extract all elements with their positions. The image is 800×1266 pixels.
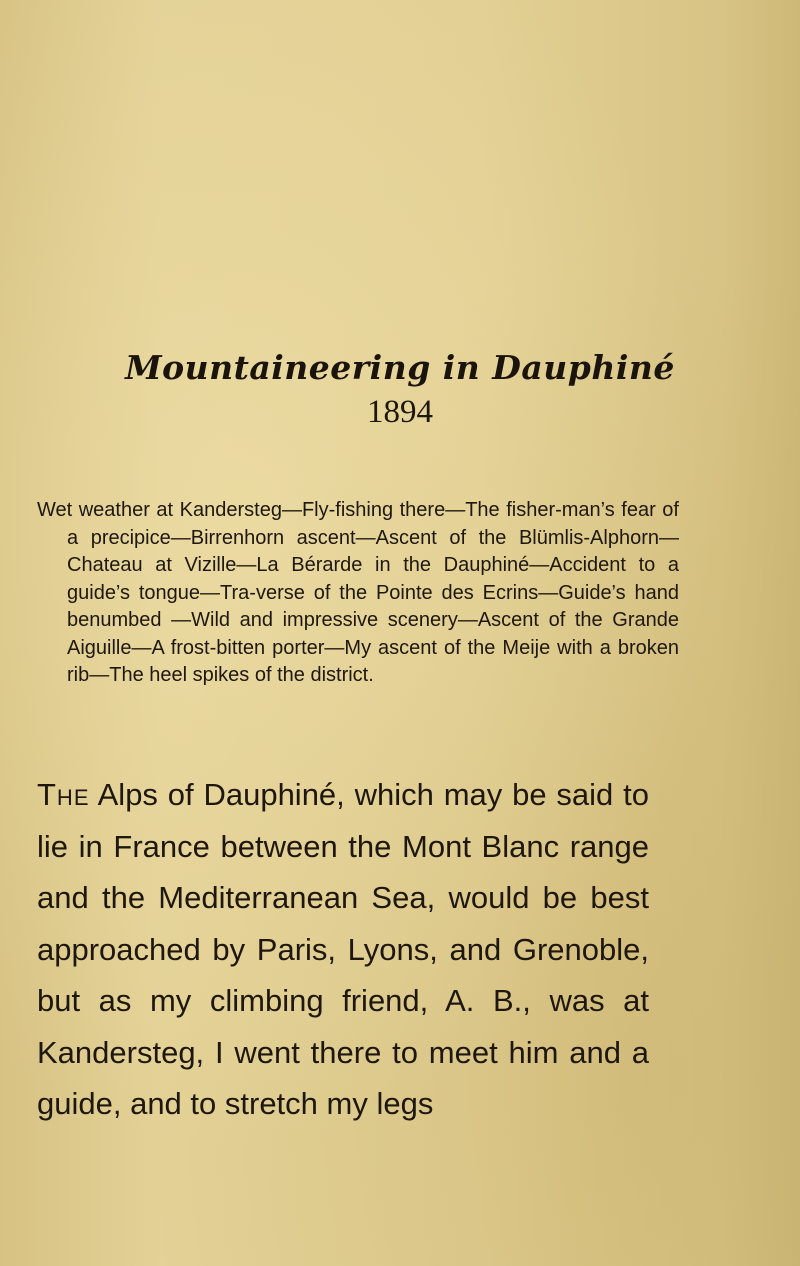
body-paragraph-text: Alps of Dauphiné, which may be said to lie in France between the Mont Blanc range and the Mediterranean Sea, would be best approached by Paris, Lyons, and Grenoble, but as my climbing friend, A. B., was at Kandersteg, I went there to meet him and a guide, and to stretch my legs xyxy=(37,777,649,1121)
chapter-synopsis: Wet weather at Kandersteg—Fly-fishing there—The fisher-man’s fear of a precipice—Birrenhorn ascent—Ascent of the Blümlis-Alphorn—Chateau at Vizille—La Bérarde in the Dauphiné—Accident to a guide’s tongue—Tra-verse of the Pointe des Ecrins—Guide’s hand benumbed —Wild and impressive scenery—Ascent of the Grande Aiguille—A frost-bitten porter—My ascent of the Meije with a broken rib—The heel spikes of the district. xyxy=(37,499,679,686)
chapter-title: Mountaineering in Dauphiné xyxy=(125,348,675,387)
lead-word: The xyxy=(37,777,90,812)
chapter-year: 1894 xyxy=(367,394,433,430)
body-paragraph xyxy=(37,769,649,1130)
